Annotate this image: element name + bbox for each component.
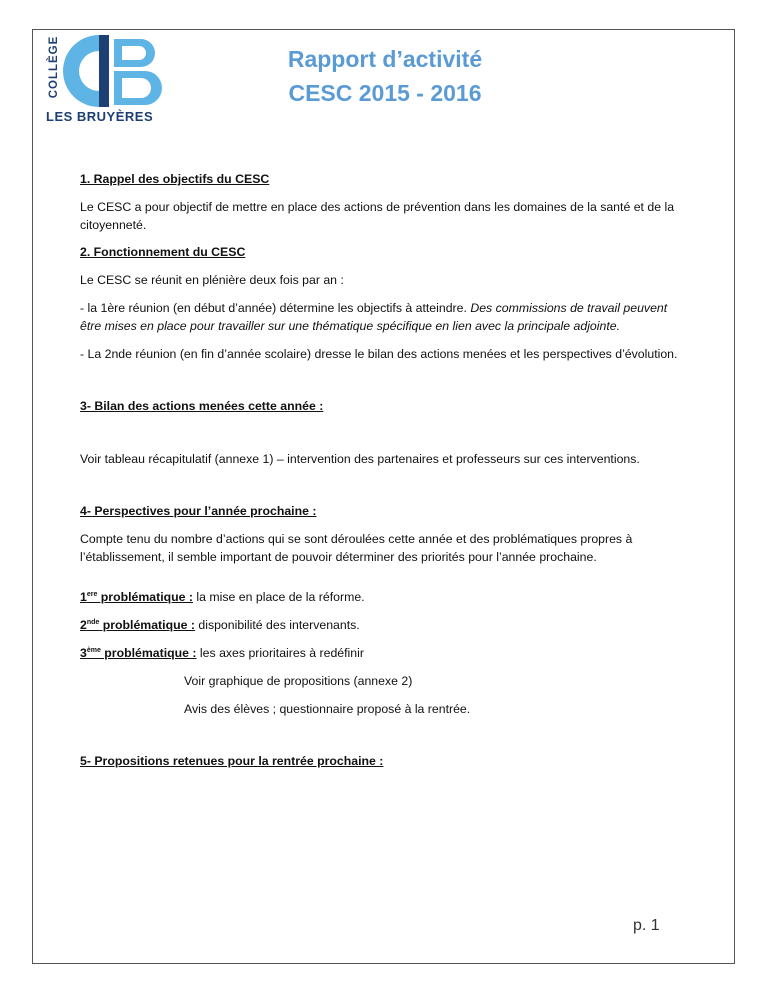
document-title: Rapport d’activité [287, 46, 483, 72]
section-4-heading: 4- Perspectives pour l’année prochaine : [80, 504, 317, 518]
section-3-text: Voir tableau récapitulatif (annexe 1) – intervention des partenaires et professeurs sur ces interventions. [80, 452, 640, 466]
section-1-text: Le CESC a pour objectif de mettre en place des actions de prévention dans les domaines de la santé et de la citoyenneté. [80, 200, 675, 232]
problematique-3-sub-2: Avis des élèves ; questionnaire proposé à la rentrée. [184, 702, 471, 716]
document-body [80, 170, 680, 770]
college-logo [46, 31, 164, 131]
section-2-heading: 2. Fonctionnement du CESC [80, 245, 246, 259]
section-1-heading: 1. Rappel des objectifs du CESC [80, 172, 270, 186]
problematique-1: 1ere problématique : la mise en place de la réforme. [80, 590, 365, 604]
page-number: p. 1 [633, 917, 660, 934]
document-subtitle: CESC 2015 - 2016 [288, 80, 482, 106]
logo-bottom-text: LES BRUYÈRES [46, 109, 154, 124]
section-2-reunion-2: - La 2nde réunion (en fin d’année scolaire) dresse le bilan des actions menées et les perspectives d’évolution. [80, 347, 678, 361]
section-4-text: Compte tenu du nombre d’actions qui se sont déroulées cette année et des problématiques propres à l’établissement, il semble important de pouvoir déterminer des priorités pour l’année prochaine. [80, 532, 633, 564]
section-2-intro: Le CESC se réunit en plénière deux fois par an : [80, 273, 344, 287]
section-5-heading: 5- Propositions retenues pour la rentrée prochaine : [80, 754, 384, 768]
logo-vertical-text: COLLÈGE [48, 35, 60, 99]
problematique-2: 2nde problématique : disponibilité des intervenants. [80, 618, 360, 632]
problematique-3: 3ème problématique : les axes prioritaires à redéfinir [80, 646, 364, 660]
section-3-heading: 3- Bilan des actions menées cette année : [80, 399, 324, 413]
problematique-3-sub-1: Voir graphique de propositions (annexe 2) [184, 674, 413, 688]
logo-cb-mark [59, 31, 164, 111]
section-2-reunion-1: - la 1ère réunion (en début d’année) détermine les objectifs à atteindre. Des commissions de travail peuvent être mises en place pour travailler sur une thématique spécifique en lien avec la principale adjointe. [80, 301, 668, 333]
